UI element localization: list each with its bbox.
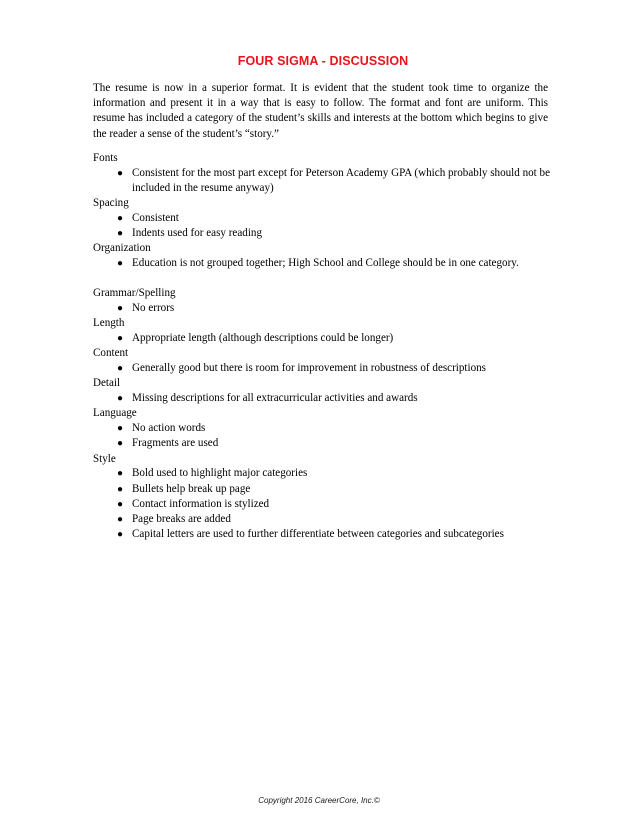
bullet-text: Appropriate length (although descriptions could be longer) [132, 332, 394, 345]
bullet-icon: ● [117, 303, 124, 315]
bullet-icon: ● [117, 514, 124, 526]
section-heading: Style [93, 452, 116, 465]
bullet-icon: ● [117, 228, 124, 240]
discussion-sections [93, 151, 553, 542]
bullet-text: Generally good but there is room for improvement in robustness of descriptions [132, 362, 487, 375]
bullet-icon: ● [117, 529, 124, 541]
bullet-text: Capital letters are used to further differentiate between categories and subcategories [132, 528, 504, 541]
bullet-item [93, 421, 554, 436]
section-content [93, 346, 553, 376]
bullet-text: Fragments are used [132, 437, 219, 450]
section-language [93, 406, 553, 451]
section-heading: Fonts [93, 152, 118, 164]
bullet-text: No errors [132, 302, 175, 315]
bullet-icon: ● [117, 213, 124, 224]
page-title: FOUR SIGMA - DISCUSSION [237, 54, 409, 68]
section-grammar-spelling [93, 286, 553, 316]
section-heading: Grammar/Spelling [93, 287, 176, 300]
bullet-icon: ● [117, 167, 124, 179]
bullet-text: Education is not grouped together; High School and College should be in one category. [132, 257, 519, 270]
bullet-text: Bullets help break up page [132, 482, 251, 495]
bullet-text: Indents used for easy reading [132, 227, 262, 240]
copyright-footer: Copyright 2016 CareerCore, Inc.© [258, 796, 380, 805]
bullet-item [93, 226, 554, 241]
intro-paragraph: The resume is now in a superior format. It is evident that the student took time to organize the information and present it in a way that is easy to follow. The format and font are uniform. This resume has included a category of the student’s skills and interests at the bottom which begins to give the reader a sense of the student’s “story.” [93, 82, 548, 140]
section-heading: Organization [93, 242, 151, 255]
bullet-icon: ● [117, 258, 124, 270]
bullet-item [93, 211, 554, 226]
bullet-item [93, 512, 554, 527]
bullet-item [93, 301, 554, 316]
section-heading: Spacing [93, 197, 129, 210]
section-heading: Content [93, 347, 129, 360]
bullet-item [93, 331, 554, 346]
bullet-item [93, 166, 554, 196]
bullet-icon: ● [117, 333, 124, 345]
bullet-item [93, 436, 554, 451]
section-spacing [93, 196, 553, 241]
bullet-text: Missing descriptions for all extracurricular activities and awards [132, 392, 418, 405]
bullet-item [93, 256, 554, 271]
section-detail [93, 376, 553, 406]
section-heading: Language [93, 407, 137, 420]
bullet-item [93, 391, 554, 406]
spacer [93, 271, 553, 286]
bullet-item [93, 527, 554, 542]
bullet-text: Page breaks are added [132, 513, 231, 526]
bullet-icon: ● [117, 483, 124, 495]
bullet-item [93, 361, 554, 376]
section-fonts [93, 151, 553, 196]
bullet-item [93, 497, 554, 512]
bullet-icon: ● [117, 468, 124, 480]
bullet-icon: ● [117, 438, 124, 450]
bullet-text: Consistent for the most part except for Peterson Academy GPA (which probably should not be included in the resume anyway) [132, 166, 551, 194]
bullet-icon: ● [117, 498, 124, 510]
bullet-item [93, 482, 554, 497]
bullet-icon: ● [117, 393, 124, 405]
bullet-text: No action words [132, 422, 206, 435]
bullet-icon: ● [117, 363, 124, 375]
bullet-text: Contact information is stylized [132, 497, 270, 510]
bullet-text: Consistent [132, 212, 179, 224]
section-heading: Length [93, 317, 125, 330]
section-length [93, 316, 553, 346]
section-style [93, 452, 553, 543]
bullet-text: Bold used to highlight major categories [132, 467, 308, 480]
bullet-icon: ● [117, 423, 124, 435]
section-organization [93, 241, 553, 271]
bullet-item [93, 466, 554, 481]
section-heading: Detail [93, 377, 121, 390]
